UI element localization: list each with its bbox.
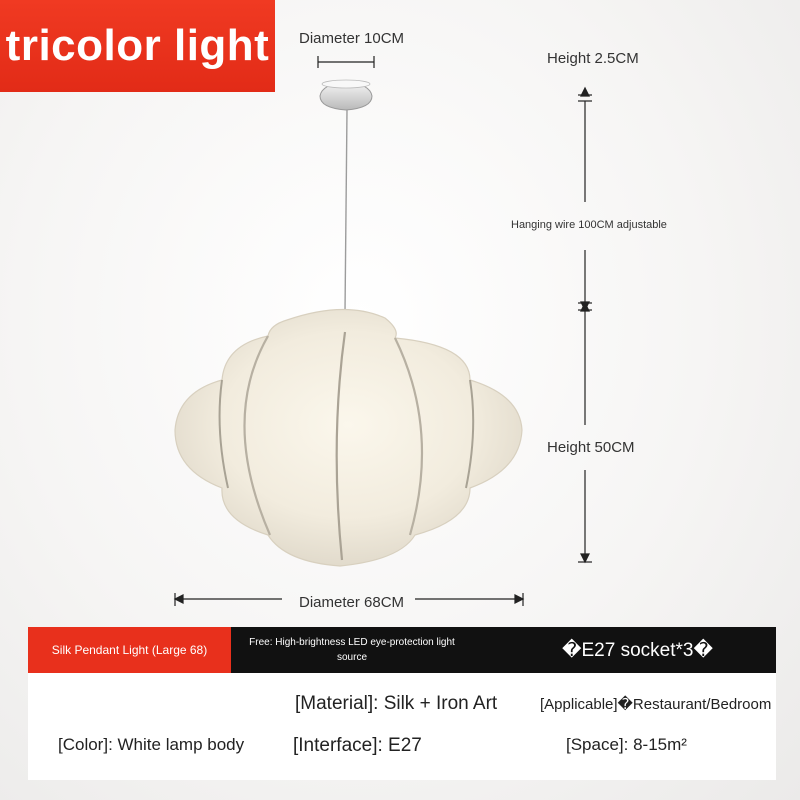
material-spec: [Material]: Silk + Iron Art [295, 693, 498, 714]
height-dimension [578, 88, 592, 562]
tricolor-badge: tricolor light [0, 0, 275, 92]
color-spec: [Color]: White lamp body [58, 735, 245, 754]
product-bar [28, 627, 776, 673]
bottom-diameter-label: Diameter 68CM [299, 594, 405, 611]
top-diameter-label: Diameter 10CM [299, 30, 405, 47]
light-source-note [237, 635, 467, 665]
spec-panel [28, 673, 776, 780]
light-source-line2: source [336, 652, 367, 663]
interface-spec: [Interface]: E27 [293, 735, 422, 756]
hanging-wire [345, 110, 347, 312]
space-spec: [Space]: 8-15m² [566, 735, 687, 754]
canopy-height-label: Height 2.5CM [547, 50, 639, 67]
silk-shade [175, 309, 522, 566]
product-name: Silk Pendant Light (Large 68) [28, 627, 231, 673]
top-diameter-arrow [318, 56, 374, 68]
canopy [320, 80, 372, 110]
applicable-spec: [Applicable]�Restaurant/Bedroom [540, 696, 772, 713]
hanging-wire-label: Hanging wire 100CM adjustable [511, 219, 667, 231]
light-source-line1: Free: High-brightness LED eye-protection light [249, 637, 455, 648]
socket-info: �E27 socket*3� [562, 639, 713, 661]
shade-height-label: Height 50CM [547, 439, 635, 456]
